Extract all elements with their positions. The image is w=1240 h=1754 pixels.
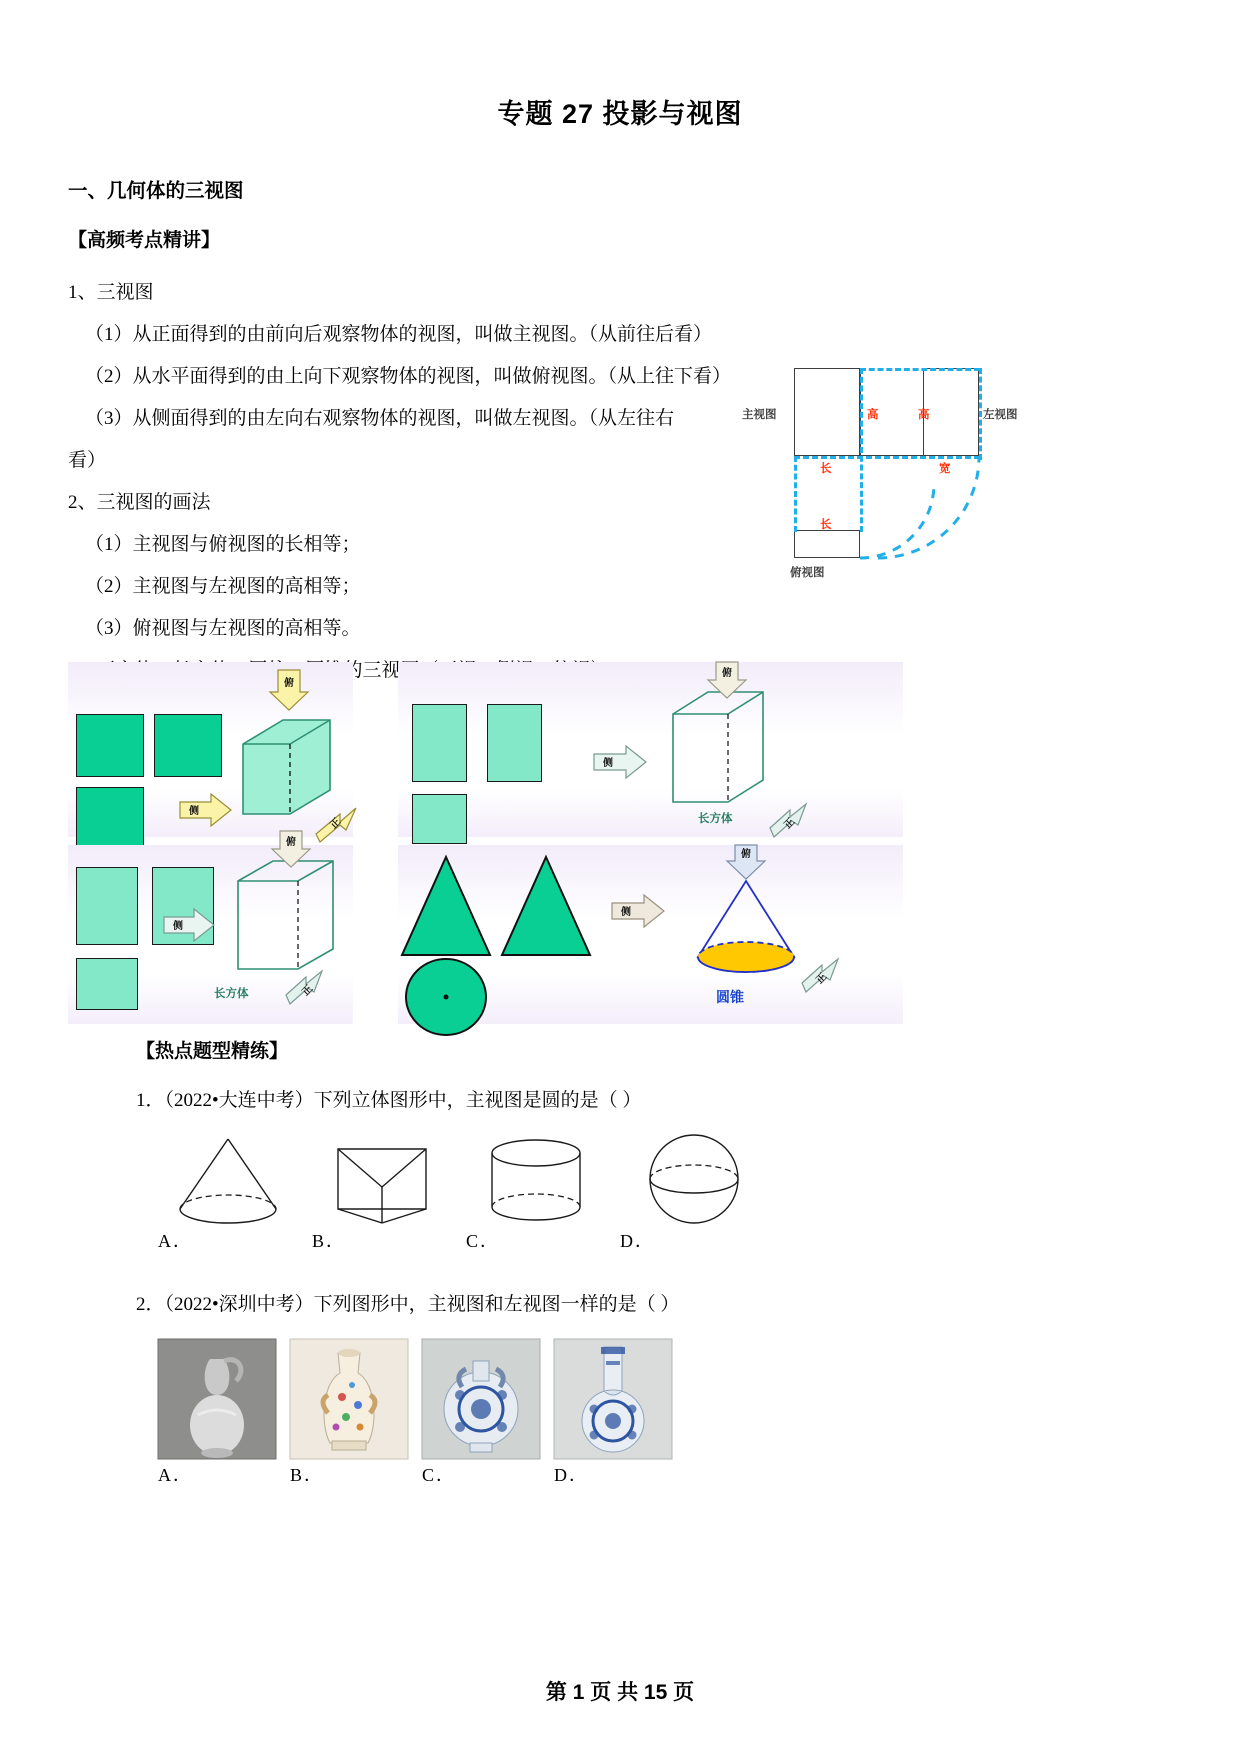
mark-height-left: 高 bbox=[867, 409, 879, 421]
cube-front-arrow-label: 正 bbox=[327, 815, 343, 831]
option-letter: B． bbox=[290, 1465, 325, 1485]
option-letter: D． bbox=[620, 1231, 655, 1251]
question-2-options bbox=[158, 1339, 1100, 1487]
svg-text:侧: 侧 bbox=[621, 907, 631, 918]
question-2-number: 2． bbox=[136, 1294, 165, 1315]
cone-front-arrow-label: 正 bbox=[813, 970, 829, 986]
item-1-line-1: （1）从正面得到的由前向后观察物体的视图，叫做主视图。（从前往后看） bbox=[85, 324, 713, 345]
question-2-option-c[interactable] bbox=[422, 1339, 540, 1487]
cylinder-3d-drawing bbox=[68, 837, 353, 1024]
solid-views-illustrations bbox=[68, 662, 1172, 1024]
sphere-shape-icon bbox=[620, 1133, 770, 1225]
dashed-line-top bbox=[860, 368, 980, 371]
question-1-option-a[interactable] bbox=[158, 1133, 298, 1253]
cylinder-solid-label: 长方体 bbox=[214, 988, 249, 1000]
cone-views-drawing bbox=[398, 845, 903, 1024]
cuboid-solid-label: 长方体 bbox=[698, 813, 733, 825]
front-view-label: 主视图 bbox=[742, 409, 777, 421]
famille-rose-vase-photo bbox=[290, 1339, 408, 1459]
question-1-text: 下列立体图形中，主视图是圆的是（ ） bbox=[313, 1090, 642, 1111]
svg-text:俯: 俯 bbox=[722, 668, 732, 679]
question-2-source: （2022•深圳中考） bbox=[164, 1294, 314, 1315]
item-2-line-3: （3）俯视图与左视图的高相等。 bbox=[85, 618, 361, 639]
item-1-line-3: （3）从侧面得到的由左向右观察物体的视图，叫做左视图。（从左往右 bbox=[85, 408, 675, 429]
option-letter: C． bbox=[422, 1465, 457, 1485]
question-2-option-b[interactable] bbox=[290, 1339, 408, 1487]
svg-text:俯: 俯 bbox=[741, 849, 751, 860]
question-2-option-a[interactable] bbox=[158, 1339, 276, 1487]
question-1-number: 1． bbox=[136, 1090, 165, 1111]
cylinder-shape-icon bbox=[466, 1133, 606, 1225]
silver-ewer-photo bbox=[158, 1339, 276, 1459]
option-letter: D． bbox=[554, 1465, 589, 1485]
dashed-line-left bbox=[794, 456, 797, 532]
item-1-line-4: 看） bbox=[68, 450, 107, 471]
three-view-layout-figure bbox=[728, 352, 1028, 607]
item-2-line-1: （1）主视图与俯视图的长相等； bbox=[85, 534, 361, 555]
question-2-text: 下列图形中，主视图和左视图一样的是（ ） bbox=[313, 1294, 680, 1315]
question-2-option-d[interactable] bbox=[554, 1339, 672, 1487]
question-1-source: （2022•大连中考） bbox=[164, 1090, 314, 1111]
question-1-option-d[interactable] bbox=[620, 1133, 770, 1253]
subsection-heading-key-points: 【高频考点精讲】 bbox=[68, 230, 221, 251]
mark-width: 宽 bbox=[939, 463, 951, 475]
option-letter: A． bbox=[158, 1231, 193, 1251]
option-letter: A． bbox=[158, 1465, 193, 1485]
section-heading-2: 【热点题型精练】 bbox=[136, 1041, 289, 1062]
option-letter: B． bbox=[312, 1231, 347, 1251]
question-2 bbox=[136, 1285, 1100, 1325]
svg-text:侧: 侧 bbox=[603, 758, 613, 769]
cone-panel bbox=[398, 845, 903, 1024]
svg-text:俯: 俯 bbox=[284, 678, 294, 689]
cuboid-3d-drawing bbox=[398, 662, 903, 841]
mark-length-top: 长 bbox=[820, 463, 832, 475]
exercise-section bbox=[136, 1036, 1100, 1487]
cylinder-front-arrow-label: 正 bbox=[299, 982, 315, 998]
triangular-prism-shape-icon bbox=[312, 1133, 452, 1225]
item-2-line-2: （2）主视图与左视图的高相等； bbox=[85, 576, 361, 597]
question-1-option-c[interactable] bbox=[466, 1133, 606, 1253]
svg-text:俯: 俯 bbox=[286, 837, 296, 848]
blue-white-moon-flask-photo bbox=[422, 1339, 540, 1459]
cuboid-front-arrow-label: 正 bbox=[781, 815, 797, 831]
question-1-option-b[interactable] bbox=[312, 1133, 452, 1253]
section-heading-1: 一、几何体的三视图 bbox=[68, 180, 244, 202]
option-letter: C． bbox=[466, 1231, 501, 1251]
dashed-line-center bbox=[860, 368, 863, 532]
svg-text:侧: 侧 bbox=[189, 806, 199, 817]
cylinder-panel bbox=[68, 837, 353, 1024]
item-2-title: 2、三视图的画法 bbox=[68, 492, 211, 513]
item-1-line-2: （2）从水平面得到的由上向下观察物体的视图，叫做俯视图。（从上往下看） bbox=[85, 366, 732, 387]
svg-text:侧: 侧 bbox=[173, 921, 183, 932]
question-1-options bbox=[158, 1133, 1100, 1253]
cone-solid-label: 圆锥 bbox=[716, 989, 744, 1005]
item-1-title: 1、三视图 bbox=[68, 282, 154, 303]
cone-shape-icon bbox=[158, 1133, 298, 1225]
page-footer: 第 1 页 共 15 页 bbox=[545, 1681, 695, 1704]
cube-panel bbox=[68, 662, 353, 837]
dashed-line-mid bbox=[794, 456, 980, 459]
top-view-box bbox=[794, 530, 860, 558]
mark-height-right: 高 bbox=[918, 409, 930, 421]
top-view-label: 俯视图 bbox=[790, 567, 825, 579]
cube-3d-drawing bbox=[68, 662, 353, 837]
cuboid-panel bbox=[398, 662, 903, 837]
mark-length-bottom: 长 bbox=[820, 519, 832, 531]
page-title: 专题 27 投影与视图 bbox=[497, 99, 743, 129]
side-view-box bbox=[923, 368, 979, 456]
question-1 bbox=[136, 1081, 1100, 1121]
side-view-label: 左视图 bbox=[983, 409, 1018, 421]
dashed-line-right bbox=[979, 368, 982, 460]
front-view-box bbox=[794, 368, 860, 456]
blue-white-globular-vase-photo bbox=[554, 1339, 672, 1459]
